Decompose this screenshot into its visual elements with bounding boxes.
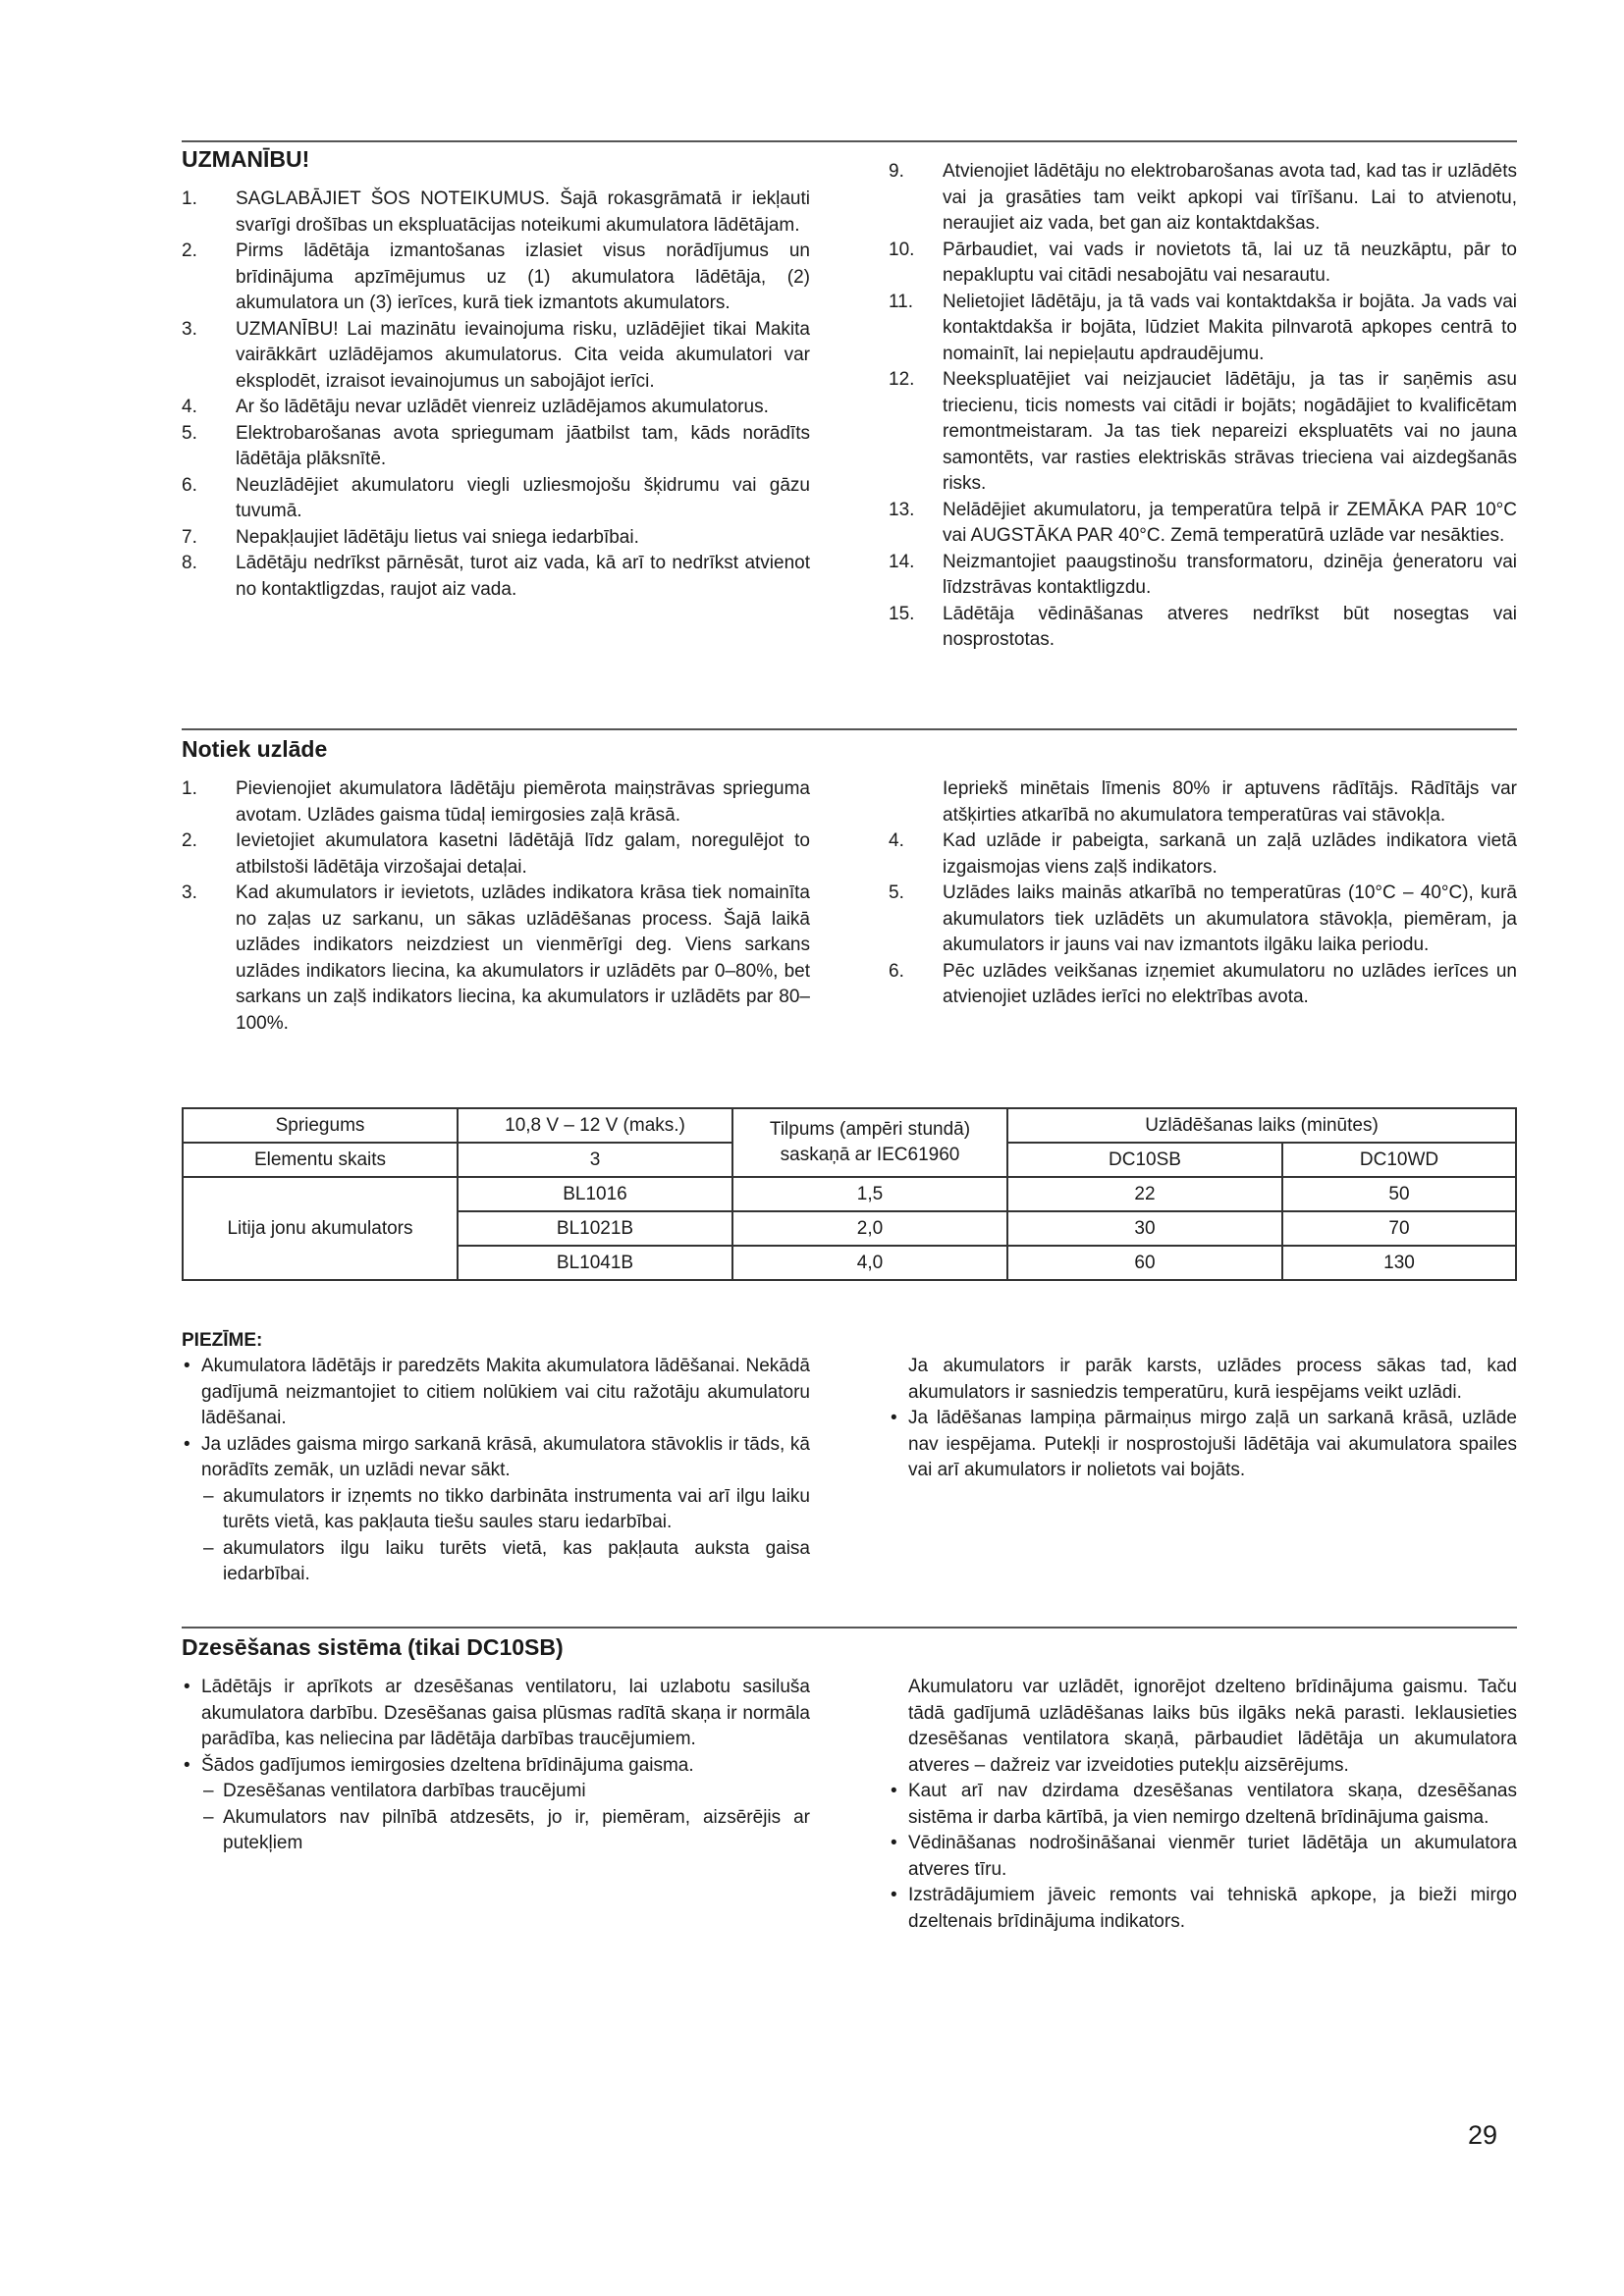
list-item-number: 1. bbox=[182, 778, 197, 799]
section-rule bbox=[182, 140, 1517, 142]
list-item bbox=[182, 473, 810, 525]
model-header-cell: DC10SB bbox=[1007, 1143, 1282, 1177]
voltage-label-cell: Spriegums bbox=[183, 1108, 458, 1143]
cooling-bullet-text: Izstrādājumiem jāveic remonts vai tehniskā apkope, ja bieži mirgo dzeltenais brīdinājuma indikators. bbox=[908, 1885, 1517, 1932]
list-item-number: 4. bbox=[889, 830, 904, 851]
bullet-dot: • bbox=[891, 1885, 897, 1905]
list-item-text: Lādētāju nedrīkst pārnēsāt, turot aiz vada, kā arī to nedrīkst atvienot no kontaktligzdas, raujot aiz vada. bbox=[236, 553, 810, 600]
cooling-left-column bbox=[182, 1675, 810, 1935]
list-item-text: Neekspluatējiet vai neizjauciet lādētāju, ja tas ir saņēmis asu triecienu, ticis nomests vai citādi ir bojāts; nogādājiet to kvalificētam remontmeistaram. Ja tas tiek nepareizi ekspluatēts vai no jauna samontēts, var rasties elektriskās strāvas trieciena vai aizdegšanās risks. bbox=[943, 369, 1517, 494]
list-item-number: 6. bbox=[889, 960, 904, 982]
cooling-sub-item: – Dzesēšanas ventilatora darbības traucējumi bbox=[203, 1781, 586, 1801]
cooling-right-text: Akumulatoru var uzlādēt, ignorējot dzelteno brīdinājuma gaismu. Taču tādā gadījumā uzlādēšanas laiks būs ilgāks nekā parasti. Ieklausieties dzesēšanas ventilatora skaņā, pārbaudiet lādētāja un akumulatora atveres – dažreiz var izveidoties putekļu aizsērējums. bbox=[908, 1677, 1517, 1776]
list-item bbox=[182, 421, 810, 473]
list-item-number: 3. bbox=[182, 882, 197, 903]
charging-time-table-wrap bbox=[182, 1107, 1517, 1281]
cells-label-cell: Elementu skaits bbox=[183, 1143, 458, 1177]
list-item-text: Atvienojiet lādētāju no elektrobarošanas avota tad, kad tas ir uzlādēts vai ja grasāties tam veikt apkopi vai tīrīšanu. Lai to atvienotu, neraujiet aiz vada, bet gan aiz kontaktdakšas. bbox=[943, 161, 1517, 234]
list-item-number: 2. bbox=[182, 240, 197, 261]
section-heading: Dzesēšanas sistēma (tikai DC10SB) bbox=[182, 1634, 564, 1660]
list-item-text: Pirms lādētāja izmantošanas izlasiet visus norādījumus un brīdinājuma apzīmējumus uz (1) akumulatora lādētāja, (2) akumulatora un (3) ierīces, kurā tiek izmantots akumulators. bbox=[236, 240, 810, 313]
list-item-text: Kad uzlāde ir pabeigta, sarkanā un zaļā uzlādes indikatora vietā izgaismojas viens zaļš indikators. bbox=[943, 830, 1517, 878]
bullet-dot: • bbox=[184, 1677, 190, 1697]
list-item bbox=[182, 828, 810, 881]
battery-model-cell: BL1016 bbox=[458, 1177, 732, 1211]
voltage-value-cell: 10,8 V – 12 V (maks.) bbox=[458, 1108, 732, 1143]
dc10sb-time-cell: 22 bbox=[1007, 1177, 1282, 1211]
note-bullet-text: Ja uzlādes gaisma mirgo sarkanā krāsā, akumulatora stāvoklis ir tāds, kā norādīts zemāk, un uzlādi nevar sākt. bbox=[201, 1433, 810, 1480]
note-sub-text: akumulators ir izņemts no tikko darbināta instrumenta vai arī ilgu laiku turēts vietā, kas pakļauta tiešu saules staru iedarbībai. bbox=[223, 1485, 810, 1532]
list-item-text: Nepakļaujiet lādētāju lietus vai sniega iedarbībai. bbox=[236, 526, 639, 548]
page-number: 29 bbox=[1468, 2120, 1498, 2150]
list-item-number: 9. bbox=[889, 161, 904, 182]
list-item-number: 12. bbox=[889, 369, 915, 390]
cooling-sub-text: Akumulators nav pilnībā atdzesēts, jo ir, piemēram, aizsērējis ar putekļiem bbox=[223, 1806, 810, 1853]
bullet-dot: • bbox=[891, 1833, 897, 1853]
cooling-bullet-text: Kaut arī nav dzirdama dzesēšanas ventilatora skaņa, dzesēšanas sistēma ir darba kārtībā, ja vien nemirgo dzeltenā brīdinājuma gaisma. bbox=[908, 1781, 1517, 1828]
list-item bbox=[889, 881, 1517, 959]
charging-time-table bbox=[182, 1107, 1517, 1281]
list-item bbox=[889, 290, 1517, 368]
charging-section bbox=[182, 728, 1517, 1037]
note-right-text: Ja akumulators ir parāk karsts, uzlādes process sākas tad, kad akumulators ir sasniedzis temperatūru, kurā iespējams veikt uzlādi. bbox=[908, 1356, 1517, 1403]
battery-model-cell: BL1041B bbox=[458, 1246, 732, 1280]
cooling-section bbox=[182, 1627, 1517, 1935]
bullet-dot: • bbox=[891, 1781, 897, 1801]
list-item bbox=[889, 959, 1517, 1011]
list-item bbox=[182, 317, 810, 396]
cooling-bullet-text: Šādos gadījumos iemirgosies dzeltena brīdinājuma gaisma. bbox=[201, 1754, 694, 1776]
list-item bbox=[182, 776, 810, 828]
list-item-number: 1. bbox=[182, 188, 197, 209]
list-item bbox=[182, 395, 810, 421]
list-item-number: 13. bbox=[889, 499, 915, 520]
note-title: PIEZĪME: bbox=[182, 1330, 263, 1351]
dc10wd-time-cell: 70 bbox=[1282, 1211, 1516, 1246]
list-item-number: 5. bbox=[889, 882, 904, 903]
list-item-text: Pārbaudiet, vai vads ir novietots tā, lai uz tā neuzkāptu, pār to nepakluptu vai citādi nesabojātu vai nesarautu. bbox=[943, 239, 1517, 286]
list-item-number: 3. bbox=[182, 318, 197, 340]
bullet-dot: • bbox=[184, 1356, 190, 1376]
cooling-bullet bbox=[889, 1831, 1517, 1883]
list-item bbox=[889, 550, 1517, 602]
bullet-dot: • bbox=[184, 1433, 190, 1455]
list-item bbox=[182, 881, 810, 1037]
note-sub-item: – akumulators ilgu laiku turēts vietā, kas pakļauta auksta gaisa iedarbībai. bbox=[203, 1537, 810, 1584]
list-item-text: Uzlādes laiks mainās atkarībā no temperatūras (10°C – 40°C), kurā akumulators tiek uzlādēts un akumulatora stāvokļa, piemēram, ja akumulators ir jauns vai nav izmantots ilgāku laika periodu. bbox=[943, 882, 1517, 955]
cooling-bullet bbox=[889, 1779, 1517, 1831]
note-right-column bbox=[889, 1354, 1517, 1588]
cooling-sub-text: Dzesēšanas ventilatora darbības traucējumi bbox=[223, 1781, 586, 1801]
section-heading: Notiek uzlāde bbox=[182, 736, 328, 762]
list-item-text: UZMANĪBU! Lai mazinātu ievainojuma risku, uzlādējiet tikai Makita vairākkārt uzlādējamos akumulatorus. Cita veida akumulatori var eksplodēt, izraisot ievainojumus un sabojājot ierīci. bbox=[236, 318, 810, 392]
list-item bbox=[182, 551, 810, 603]
note-bullet-text: Akumulatora lādētājs ir paredzēts Makita akumulatora lādēšanai. Nekādā gadījumā neizmantojiet to citiem nolūkiem vai citu ražotāju akumulatoru lādēšanai. bbox=[201, 1356, 810, 1428]
list-item-text: Ievietojiet akumulatora kasetni lādētājā līdz galam, noregulējot to atbilstoši lādētāja virzošajai detaļai. bbox=[236, 830, 810, 878]
list-item-number: 8. bbox=[182, 553, 197, 573]
warning-list bbox=[182, 187, 810, 603]
list-item-text: Ar šo lādētāju nevar uzlādēt vienreiz uzlādējamos akumulatorus. bbox=[236, 397, 769, 417]
battery-model-cell: BL1021B bbox=[458, 1211, 732, 1246]
bullet-dot: • bbox=[891, 1408, 897, 1428]
cooling-bullet bbox=[182, 1675, 810, 1753]
model-header-cell: DC10WD bbox=[1282, 1143, 1516, 1177]
list-item bbox=[182, 525, 810, 552]
list-item-text: SAGLABĀJIET ŠOS NOTEIKUMUS. Šajā rokasgrāmatā ir iekļauti svarīgi drošības un ekspluatācijas noteikumi akumulatora lādētājam. bbox=[236, 188, 810, 236]
list-item-text: Pievienojiet akumulatora lādētāju piemērota maiņstrāvas sprieguma avotam. Uzlādes gaisma tūdaļ iemirgosies zaļā krāsā. bbox=[236, 778, 810, 826]
list-item bbox=[889, 828, 1517, 881]
warning-left-column bbox=[182, 187, 810, 654]
list-item-number: 15. bbox=[889, 603, 915, 624]
list-item-number: 7. bbox=[182, 526, 197, 548]
list-item-text: Neuzlādējiet akumulatoru viegli uzliesmojošu šķidrumu vai gāzu tuvumā. bbox=[236, 474, 810, 521]
cooling-sub-item: – Akumulators nav pilnībā atdzesēts, jo ir, piemēram, aizsērējis ar putekļiem bbox=[203, 1806, 810, 1853]
list-item bbox=[889, 238, 1517, 290]
dc10wd-time-cell: 50 bbox=[1282, 1177, 1516, 1211]
list-item-number: 4. bbox=[182, 397, 197, 417]
warning-right-column bbox=[889, 159, 1517, 654]
cooling-bullet bbox=[182, 1753, 810, 1857]
dc10sb-time-cell: 60 bbox=[1007, 1246, 1282, 1280]
capacity-cell: 1,5 bbox=[732, 1177, 1007, 1211]
capacity-header-cell: Tilpums (ampēri stundā) saskaņā ar IEC61960 bbox=[732, 1108, 1007, 1177]
list-item bbox=[182, 239, 810, 317]
warning-section bbox=[182, 140, 1517, 654]
charging-list bbox=[182, 776, 810, 1037]
list-item bbox=[889, 159, 1517, 238]
list-item bbox=[889, 498, 1517, 550]
cooling-bullet bbox=[889, 1883, 1517, 1935]
dc10sb-time-cell: 30 bbox=[1007, 1211, 1282, 1246]
list-item-text: Lādētāja vēdināšanas atveres nedrīkst būt nosegtas vai nosprostotas. bbox=[943, 603, 1517, 650]
note-sub-text: akumulators ilgu laiku turēts vietā, kas pakļauta auksta gaisa iedarbībai. bbox=[223, 1537, 810, 1584]
list-item bbox=[889, 602, 1517, 654]
list-item-number: 14. bbox=[889, 551, 915, 572]
list-item-text: Kad akumulators ir ievietots, uzlādes indikatora krāsa tiek nomainīta no zaļas uz sarkanu, un sākas uzlādēšanas process. Šajā laikā uzlādes indikators neizdziest un vienmērīgi deg. Viens sarkans uzlādes indikators liecina, ka akumulators ir uzlādēts par 0–80%, bet sarkans un zaļš indikators liecina, ka akumulators ir uzlādēts par 80–100%. bbox=[236, 882, 810, 1034]
charging-list bbox=[889, 828, 1517, 1011]
dc10wd-time-cell: 130 bbox=[1282, 1246, 1516, 1280]
time-header-cell: Uzlādēšanas laiks (minūtes) bbox=[1007, 1108, 1516, 1143]
list-item-text: Elektrobarošanas avota spriegumam jāatbilst tam, kāds norādīts lādētāja plāksnītē. bbox=[236, 422, 810, 469]
list-item bbox=[182, 187, 810, 239]
list-item-number: 11. bbox=[889, 291, 914, 312]
section-rule bbox=[182, 1627, 1517, 1629]
list-item-number: 5. bbox=[182, 422, 197, 444]
section-rule bbox=[182, 728, 1517, 730]
capacity-cell: 2,0 bbox=[732, 1211, 1007, 1246]
section-heading: UZMANĪBU! bbox=[182, 146, 310, 172]
table-row bbox=[183, 1177, 1516, 1211]
charging-right-column bbox=[889, 776, 1517, 1037]
list-item-text: Nelādējiet akumulatoru, ja temperatūra telpā ir ZEMĀKA PAR 10°C vai AUGSTĀKA PAR 40°C. Zemā temperatūrā uzlāde var nesākties. bbox=[943, 499, 1517, 546]
cooling-right-column bbox=[889, 1675, 1517, 1935]
note-left-column bbox=[182, 1354, 810, 1588]
cooling-bullet-text: Lādētājs ir aprīkots ar dzesēšanas ventilatoru, lai uzlabotu sasiluša akumulatora darbību. Dzesēšanas gaisa plūsmas radītā skaņa ir normāla parādība, kas neliecina par lādētāja darbības traucējumiem. bbox=[201, 1677, 810, 1749]
charging-left-column bbox=[182, 776, 810, 1037]
note-bullet-text: Ja lādēšanas lampiņa pārmaiņus mirgo zaļā un sarkanā krāsā, uzlāde nav iespējama. Putekļi ir nosprostojuši lādētāja vai akumulatora spailes vai arī akumulators ir nolietots vai bojāts. bbox=[908, 1408, 1517, 1480]
cooling-bullet-text: Vēdināšanas nodrošināšanai vienmēr turiet lādētāja un akumulatora atveres tīru. bbox=[908, 1833, 1517, 1880]
list-item-text: Pēc uzlādes veikšanas izņemiet akumulatoru no uzlādes ierīces un atvienojiet uzlādes ierīci no elektrības avota. bbox=[943, 960, 1517, 1007]
list-item bbox=[889, 367, 1517, 498]
note-bullet bbox=[182, 1432, 810, 1588]
bullet-dot: • bbox=[184, 1754, 190, 1776]
note-sub-item: – akumulators ir izņemts no tikko darbināta instrumenta vai arī ilgu laiku turēts vietā, kas pakļauta tiešu saules staru iedarbībai. bbox=[203, 1485, 810, 1532]
note-section bbox=[182, 1330, 1517, 1588]
note-bullet bbox=[889, 1406, 1517, 1484]
capacity-cell: 4,0 bbox=[732, 1246, 1007, 1280]
list-item-text: Nelietojiet lādētāju, ja tā vads vai kontaktdakša ir bojāta. Ja vads vai kontaktdakša ir bojāta, lūdziet Makita pilnvarotā apkopes centrā to nomainīt, lai nepieļautu apdraudējumu. bbox=[943, 291, 1517, 364]
cells-value-cell: 3 bbox=[458, 1143, 732, 1177]
list-item-text: Neizmantojiet paaugstinošu transformatoru, dzinēja ģeneratoru vai līdzstrāvas kontaktligzdu. bbox=[943, 551, 1517, 598]
list-item-number: 10. bbox=[889, 239, 915, 260]
charging-intro: Iepriekš minētais līmenis 80% ir aptuvens rādītājs. Rādītājs var atšķirties atkarībā no akumulatora temperatūras vai stāvokļa. bbox=[943, 778, 1517, 826]
list-item-number: 6. bbox=[182, 474, 197, 496]
battery-type-cell: Litija jonu akumulators bbox=[183, 1177, 458, 1280]
warning-list bbox=[889, 159, 1517, 654]
note-bullet bbox=[182, 1354, 810, 1432]
list-item-number: 2. bbox=[182, 830, 197, 851]
